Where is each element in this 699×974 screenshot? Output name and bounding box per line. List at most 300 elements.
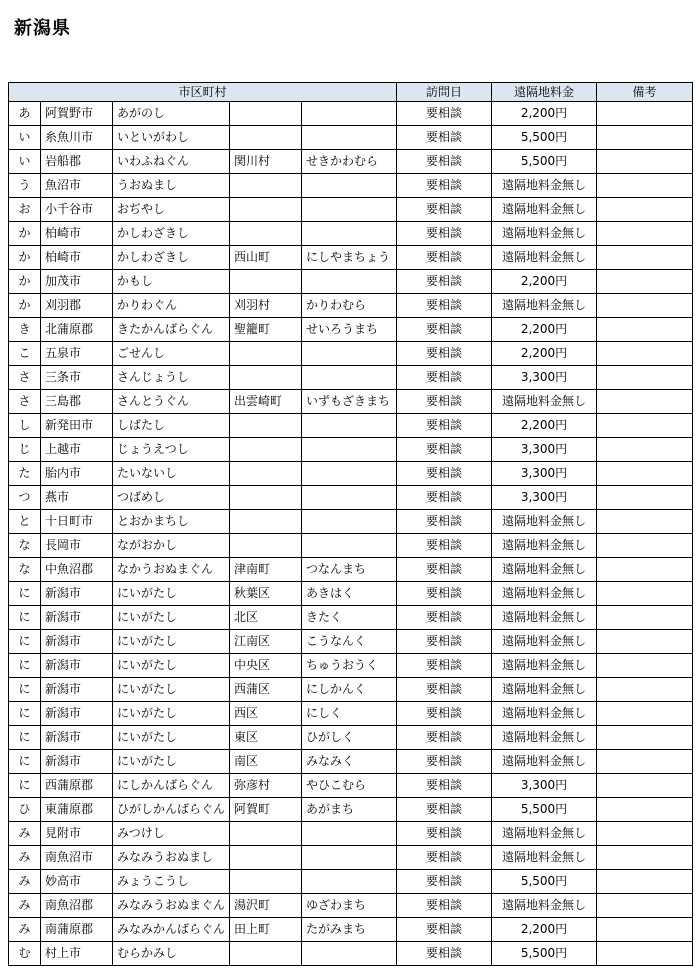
city-reading-cell: にいがたし xyxy=(113,654,230,678)
notes-cell xyxy=(597,534,693,558)
notes-cell xyxy=(597,702,693,726)
city-reading-cell: なかうおぬまぐん xyxy=(113,558,230,582)
city-reading-cell: かしわざきし xyxy=(113,222,230,246)
town-cell xyxy=(230,870,302,894)
fee-cell: 5,500円 xyxy=(492,870,597,894)
visit-day-cell: 要相談 xyxy=(397,390,492,414)
town-cell xyxy=(230,438,302,462)
table-row xyxy=(9,102,693,126)
visit-day-cell: 要相談 xyxy=(397,510,492,534)
kana-cell: な xyxy=(9,534,41,558)
notes-cell xyxy=(597,678,693,702)
header-visit-day: 訪問日 xyxy=(397,83,492,102)
kana-cell: ひ xyxy=(9,798,41,822)
town-reading-cell xyxy=(302,222,397,246)
table-row xyxy=(9,822,693,846)
visit-day-cell: 要相談 xyxy=(397,822,492,846)
town-cell: 聖籠町 xyxy=(230,318,302,342)
town-cell xyxy=(230,846,302,870)
fee-cell: 遠隔地料金無し xyxy=(492,582,597,606)
town-cell xyxy=(230,822,302,846)
city-reading-cell: いわふねぐん xyxy=(113,150,230,174)
notes-cell xyxy=(597,558,693,582)
fee-cell: 5,500円 xyxy=(492,942,597,966)
city-cell: 南蒲原郡 xyxy=(41,918,113,942)
fee-cell: 5,500円 xyxy=(492,798,597,822)
fee-cell: 遠隔地料金無し xyxy=(492,822,597,846)
city-reading-cell: にいがたし xyxy=(113,606,230,630)
town-reading-cell xyxy=(302,342,397,366)
visit-day-cell: 要相談 xyxy=(397,654,492,678)
fee-cell: 2,200円 xyxy=(492,318,597,342)
notes-cell xyxy=(597,750,693,774)
table-row xyxy=(9,510,693,534)
table-row xyxy=(9,198,693,222)
city-reading-cell: みつけし xyxy=(113,822,230,846)
town-cell xyxy=(230,222,302,246)
city-cell: 五泉市 xyxy=(41,342,113,366)
city-cell: 新潟市 xyxy=(41,606,113,630)
town-cell xyxy=(230,486,302,510)
notes-cell xyxy=(597,390,693,414)
town-reading-cell: たがみまち xyxy=(302,918,397,942)
city-cell: 三島郡 xyxy=(41,390,113,414)
town-cell: 東区 xyxy=(230,726,302,750)
town-cell xyxy=(230,270,302,294)
table-row xyxy=(9,438,693,462)
kana-cell: か xyxy=(9,222,41,246)
kana-cell: に xyxy=(9,678,41,702)
notes-cell xyxy=(597,606,693,630)
city-reading-cell: かりわぐん xyxy=(113,294,230,318)
table-row xyxy=(9,222,693,246)
city-cell: 村上市 xyxy=(41,942,113,966)
visit-day-cell: 要相談 xyxy=(397,486,492,510)
fee-cell: 遠隔地料金無し xyxy=(492,510,597,534)
table-row xyxy=(9,726,693,750)
table-row xyxy=(9,150,693,174)
notes-cell xyxy=(597,366,693,390)
kana-cell: さ xyxy=(9,366,41,390)
visit-day-cell: 要相談 xyxy=(397,126,492,150)
table-row xyxy=(9,318,693,342)
notes-cell xyxy=(597,918,693,942)
kana-cell: な xyxy=(9,558,41,582)
kana-cell: に xyxy=(9,630,41,654)
fee-cell: 遠隔地料金無し xyxy=(492,750,597,774)
town-cell: 西蒲区 xyxy=(230,678,302,702)
kana-cell: に xyxy=(9,654,41,678)
kana-cell: か xyxy=(9,246,41,270)
visit-day-cell: 要相談 xyxy=(397,342,492,366)
kana-cell: み xyxy=(9,918,41,942)
city-reading-cell: うおぬまし xyxy=(113,174,230,198)
city-reading-cell: にいがたし xyxy=(113,726,230,750)
fee-cell: 3,300円 xyxy=(492,486,597,510)
city-cell: 北蒲原郡 xyxy=(41,318,113,342)
town-reading-cell xyxy=(302,198,397,222)
city-cell: 長岡市 xyxy=(41,534,113,558)
city-reading-cell: にしかんばらぐん xyxy=(113,774,230,798)
town-reading-cell: みなみく xyxy=(302,750,397,774)
city-reading-cell: あがのし xyxy=(113,102,230,126)
fee-cell: 5,500円 xyxy=(492,150,597,174)
town-reading-cell: ちゅうおうく xyxy=(302,654,397,678)
fee-cell: 遠隔地料金無し xyxy=(492,726,597,750)
table-row xyxy=(9,462,693,486)
city-cell: 新潟市 xyxy=(41,678,113,702)
notes-cell xyxy=(597,342,693,366)
notes-cell xyxy=(597,846,693,870)
town-reading-cell xyxy=(302,414,397,438)
visit-day-cell: 要相談 xyxy=(397,558,492,582)
header-municipality: 市区町村 xyxy=(9,83,397,102)
notes-cell xyxy=(597,654,693,678)
kana-cell: あ xyxy=(9,102,41,126)
city-cell: 東蒲原郡 xyxy=(41,798,113,822)
city-reading-cell: いといがわし xyxy=(113,126,230,150)
town-cell: 西区 xyxy=(230,702,302,726)
header-fee: 遠隔地料金 xyxy=(492,83,597,102)
kana-cell: う xyxy=(9,174,41,198)
fee-cell: 2,200円 xyxy=(492,342,597,366)
town-cell xyxy=(230,462,302,486)
city-reading-cell: みなみかんばらぐん xyxy=(113,918,230,942)
town-reading-cell: にしやまちょう xyxy=(302,246,397,270)
kana-cell: い xyxy=(9,126,41,150)
notes-cell xyxy=(597,510,693,534)
town-cell: 出雲崎町 xyxy=(230,390,302,414)
city-reading-cell: むらかみし xyxy=(113,942,230,966)
visit-day-cell: 要相談 xyxy=(397,798,492,822)
notes-cell xyxy=(597,630,693,654)
fee-cell: 3,300円 xyxy=(492,462,597,486)
fee-cell: 遠隔地料金無し xyxy=(492,678,597,702)
table-row xyxy=(9,342,693,366)
city-reading-cell: にいがたし xyxy=(113,750,230,774)
town-cell xyxy=(230,366,302,390)
kana-cell: に xyxy=(9,702,41,726)
town-cell: 中央区 xyxy=(230,654,302,678)
town-reading-cell xyxy=(302,102,397,126)
town-reading-cell: ゆざわまち xyxy=(302,894,397,918)
fee-cell: 遠隔地料金無し xyxy=(492,846,597,870)
town-reading-cell xyxy=(302,870,397,894)
town-reading-cell xyxy=(302,822,397,846)
notes-cell xyxy=(597,462,693,486)
fee-cell: 遠隔地料金無し xyxy=(492,222,597,246)
visit-day-cell: 要相談 xyxy=(397,630,492,654)
town-cell: 秋葉区 xyxy=(230,582,302,606)
city-reading-cell: つばめし xyxy=(113,486,230,510)
town-reading-cell xyxy=(302,942,397,966)
visit-day-cell: 要相談 xyxy=(397,870,492,894)
notes-cell xyxy=(597,726,693,750)
city-cell: 岩船郡 xyxy=(41,150,113,174)
table-row xyxy=(9,174,693,198)
town-reading-cell xyxy=(302,846,397,870)
kana-cell: じ xyxy=(9,438,41,462)
town-reading-cell xyxy=(302,486,397,510)
notes-cell xyxy=(597,582,693,606)
visit-day-cell: 要相談 xyxy=(397,270,492,294)
visit-day-cell: 要相談 xyxy=(397,198,492,222)
city-cell: 新潟市 xyxy=(41,654,113,678)
city-cell: 中魚沼郡 xyxy=(41,558,113,582)
town-reading-cell: ひがしく xyxy=(302,726,397,750)
table-row xyxy=(9,582,693,606)
visit-day-cell: 要相談 xyxy=(397,438,492,462)
kana-cell: と xyxy=(9,510,41,534)
visit-day-cell: 要相談 xyxy=(397,414,492,438)
town-cell xyxy=(230,510,302,534)
notes-cell xyxy=(597,798,693,822)
fee-cell: 3,300円 xyxy=(492,438,597,462)
kana-cell: か xyxy=(9,294,41,318)
notes-cell xyxy=(597,198,693,222)
kana-cell: に xyxy=(9,750,41,774)
city-reading-cell: きたかんばらぐん xyxy=(113,318,230,342)
table-row xyxy=(9,414,693,438)
table-row xyxy=(9,798,693,822)
city-cell: 柏崎市 xyxy=(41,222,113,246)
notes-cell xyxy=(597,102,693,126)
table-header-row xyxy=(9,83,693,102)
table-row xyxy=(9,678,693,702)
town-reading-cell xyxy=(302,126,397,150)
town-cell: 湯沢町 xyxy=(230,894,302,918)
visit-day-cell: 要相談 xyxy=(397,726,492,750)
town-cell: 田上町 xyxy=(230,918,302,942)
kana-cell: し xyxy=(9,414,41,438)
city-cell: 加茂市 xyxy=(41,270,113,294)
fee-cell: 遠隔地料金無し xyxy=(492,606,597,630)
city-cell: 胎内市 xyxy=(41,462,113,486)
table-row xyxy=(9,918,693,942)
table-row xyxy=(9,606,693,630)
visit-day-cell: 要相談 xyxy=(397,678,492,702)
notes-cell xyxy=(597,150,693,174)
city-cell: 魚沼市 xyxy=(41,174,113,198)
notes-cell xyxy=(597,318,693,342)
notes-cell xyxy=(597,126,693,150)
kana-cell: に xyxy=(9,726,41,750)
city-cell: 見附市 xyxy=(41,822,113,846)
town-cell: 弥彦村 xyxy=(230,774,302,798)
city-reading-cell: さんとうぐん xyxy=(113,390,230,414)
kana-cell: み xyxy=(9,822,41,846)
visit-day-cell: 要相談 xyxy=(397,222,492,246)
city-cell: 南魚沼郡 xyxy=(41,894,113,918)
town-reading-cell: やひこむら xyxy=(302,774,397,798)
visit-day-cell: 要相談 xyxy=(397,294,492,318)
town-cell: 阿賀町 xyxy=(230,798,302,822)
city-reading-cell: ながおかし xyxy=(113,534,230,558)
town-reading-cell: きたく xyxy=(302,606,397,630)
visit-day-cell: 要相談 xyxy=(397,102,492,126)
fee-cell: 2,200円 xyxy=(492,270,597,294)
fee-cell: 遠隔地料金無し xyxy=(492,174,597,198)
fee-cell: 遠隔地料金無し xyxy=(492,390,597,414)
city-reading-cell: みなみうおぬまし xyxy=(113,846,230,870)
city-cell: 阿賀野市 xyxy=(41,102,113,126)
visit-day-cell: 要相談 xyxy=(397,534,492,558)
visit-day-cell: 要相談 xyxy=(397,846,492,870)
city-cell: 新潟市 xyxy=(41,582,113,606)
table-row xyxy=(9,390,693,414)
visit-day-cell: 要相談 xyxy=(397,750,492,774)
city-reading-cell: じょうえつし xyxy=(113,438,230,462)
city-reading-cell: にいがたし xyxy=(113,582,230,606)
table-row xyxy=(9,534,693,558)
fee-cell: 遠隔地料金無し xyxy=(492,894,597,918)
kana-cell: む xyxy=(9,942,41,966)
fee-cell: 遠隔地料金無し xyxy=(492,558,597,582)
city-cell: 西蒲原郡 xyxy=(41,774,113,798)
table-row xyxy=(9,630,693,654)
fee-cell: 遠隔地料金無し xyxy=(492,246,597,270)
town-cell: 関川村 xyxy=(230,150,302,174)
town-cell: 津南町 xyxy=(230,558,302,582)
kana-cell: お xyxy=(9,198,41,222)
town-reading-cell: あきはく xyxy=(302,582,397,606)
visit-day-cell: 要相談 xyxy=(397,894,492,918)
town-cell: 北区 xyxy=(230,606,302,630)
city-cell: 糸魚川市 xyxy=(41,126,113,150)
town-cell: 江南区 xyxy=(230,630,302,654)
table-row xyxy=(9,750,693,774)
table-row xyxy=(9,486,693,510)
table-row xyxy=(9,942,693,966)
kana-cell: に xyxy=(9,582,41,606)
town-cell xyxy=(230,342,302,366)
fee-cell: 遠隔地料金無し xyxy=(492,198,597,222)
visit-day-cell: 要相談 xyxy=(397,246,492,270)
city-reading-cell: にいがたし xyxy=(113,702,230,726)
table-row xyxy=(9,558,693,582)
town-cell xyxy=(230,174,302,198)
city-reading-cell: にいがたし xyxy=(113,678,230,702)
kana-cell: た xyxy=(9,462,41,486)
city-reading-cell: しばたし xyxy=(113,414,230,438)
kana-cell: に xyxy=(9,606,41,630)
notes-cell xyxy=(597,438,693,462)
table-row xyxy=(9,126,693,150)
town-cell xyxy=(230,126,302,150)
kana-cell: さ xyxy=(9,390,41,414)
city-cell: 小千谷市 xyxy=(41,198,113,222)
table-row xyxy=(9,894,693,918)
notes-cell xyxy=(597,774,693,798)
visit-day-cell: 要相談 xyxy=(397,606,492,630)
visit-day-cell: 要相談 xyxy=(397,174,492,198)
kana-cell: に xyxy=(9,774,41,798)
kana-cell: つ xyxy=(9,486,41,510)
notes-cell xyxy=(597,822,693,846)
kana-cell: み xyxy=(9,846,41,870)
town-cell: 刈羽村 xyxy=(230,294,302,318)
city-reading-cell: さんじょうし xyxy=(113,366,230,390)
town-reading-cell: せいろうまち xyxy=(302,318,397,342)
fee-cell: 5,500円 xyxy=(492,126,597,150)
city-cell: 燕市 xyxy=(41,486,113,510)
notes-cell xyxy=(597,174,693,198)
fee-cell: 遠隔地料金無し xyxy=(492,534,597,558)
city-reading-cell: かもし xyxy=(113,270,230,294)
visit-day-cell: 要相談 xyxy=(397,366,492,390)
notes-cell xyxy=(597,486,693,510)
notes-cell xyxy=(597,222,693,246)
visit-day-cell: 要相談 xyxy=(397,318,492,342)
fee-cell: 遠隔地料金無し xyxy=(492,702,597,726)
table-row xyxy=(9,702,693,726)
town-reading-cell: にしく xyxy=(302,702,397,726)
town-reading-cell xyxy=(302,438,397,462)
notes-cell xyxy=(597,894,693,918)
municipality-table xyxy=(8,82,693,966)
notes-cell xyxy=(597,270,693,294)
visit-day-cell: 要相談 xyxy=(397,942,492,966)
visit-day-cell: 要相談 xyxy=(397,462,492,486)
town-cell xyxy=(230,942,302,966)
town-cell xyxy=(230,102,302,126)
town-reading-cell: こうなんく xyxy=(302,630,397,654)
table-row xyxy=(9,270,693,294)
fee-cell: 遠隔地料金無し xyxy=(492,630,597,654)
table-row xyxy=(9,846,693,870)
town-reading-cell xyxy=(302,366,397,390)
table-row xyxy=(9,870,693,894)
town-cell xyxy=(230,198,302,222)
notes-cell xyxy=(597,294,693,318)
town-reading-cell: いずもざきまち xyxy=(302,390,397,414)
table-row xyxy=(9,294,693,318)
town-reading-cell: あがまち xyxy=(302,798,397,822)
city-reading-cell: ごせんし xyxy=(113,342,230,366)
city-reading-cell: みなみうおぬまぐん xyxy=(113,894,230,918)
city-cell: 刈羽郡 xyxy=(41,294,113,318)
table-row xyxy=(9,774,693,798)
notes-cell xyxy=(597,942,693,966)
town-reading-cell xyxy=(302,462,397,486)
fee-cell: 3,300円 xyxy=(492,366,597,390)
town-reading-cell xyxy=(302,174,397,198)
page-title: 新潟県 xyxy=(14,18,71,39)
header-notes: 備考 xyxy=(597,83,693,102)
town-reading-cell xyxy=(302,510,397,534)
town-cell xyxy=(230,414,302,438)
town-reading-cell: せきかわむら xyxy=(302,150,397,174)
city-cell: 三条市 xyxy=(41,366,113,390)
city-cell: 新潟市 xyxy=(41,726,113,750)
city-cell: 新潟市 xyxy=(41,750,113,774)
city-reading-cell: ひがしかんばらぐん xyxy=(113,798,230,822)
kana-cell: み xyxy=(9,870,41,894)
town-reading-cell xyxy=(302,534,397,558)
city-reading-cell: とおかまちし xyxy=(113,510,230,534)
table-row xyxy=(9,246,693,270)
notes-cell xyxy=(597,246,693,270)
kana-cell: こ xyxy=(9,342,41,366)
town-cell xyxy=(230,534,302,558)
kana-cell: み xyxy=(9,894,41,918)
kana-cell: か xyxy=(9,270,41,294)
visit-day-cell: 要相談 xyxy=(397,582,492,606)
town-cell: 西山町 xyxy=(230,246,302,270)
city-reading-cell: おぢやし xyxy=(113,198,230,222)
visit-day-cell: 要相談 xyxy=(397,918,492,942)
kana-cell: い xyxy=(9,150,41,174)
